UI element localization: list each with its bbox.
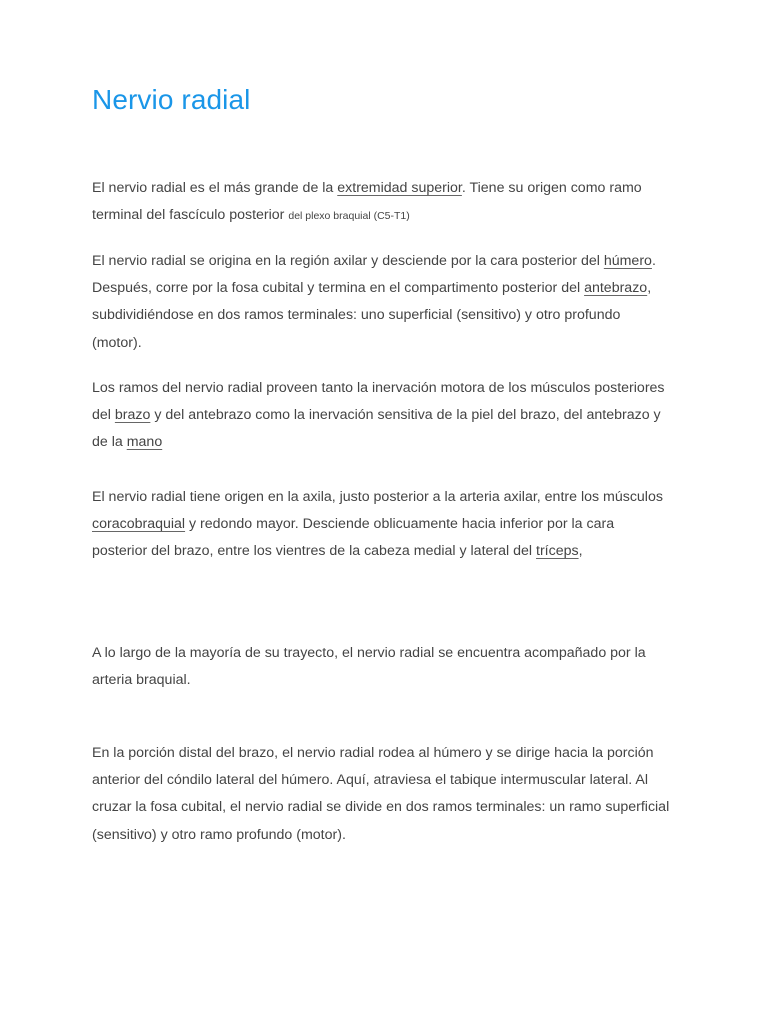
text-span: . Tiene su origen como ramo terminal del fascículo posterior (92, 180, 642, 224)
text-span: El nervio radial tiene origen en la axila, justo posterior a la arteria axilar, entre los músculos (92, 489, 663, 505)
small-text-plexo: del plexo braquial (C5-T1) (288, 210, 410, 223)
paragraph-course (92, 484, 672, 566)
link-antebrazo[interactable]: antebrazo (584, 280, 648, 297)
paragraph-intro (92, 175, 672, 230)
text-span: , subdividiéndose en dos ramos terminales: uno superficial (sensitivo) y otro profundo (motor). (92, 280, 652, 351)
text-span: . Después, corre por la fosa cubital y termina en el compartimento posterior del (92, 253, 656, 297)
text-span: y redondo mayor. Desciende oblicuamente hacia inferior por la cara posterior del brazo, entre los vientres de la cabeza medial y lateral del (92, 516, 615, 560)
text-span: El nervio radial es el más grande de la (92, 180, 338, 196)
link-brazo[interactable]: brazo (114, 407, 151, 424)
text-span: y del antebrazo como la inervación sensitiva de la piel del brazo, del antebrazo y de la (92, 407, 661, 451)
text-span: , (578, 543, 583, 560)
paragraph-artery: A lo largo de la mayoría de su trayecto, el nervio radial se encuentra acompañado por la arteria braquial. (92, 645, 646, 689)
text-span: El nervio radial se origina en la región axilar y desciende por la cara posterior del (92, 253, 604, 269)
link-coracobraquial[interactable]: coracobraquial (92, 516, 186, 533)
link-extremidad-superior[interactable]: extremidad superior (337, 180, 462, 196)
link-humero[interactable]: húmero (603, 253, 652, 269)
paragraph-origin (92, 248, 672, 357)
paragraph-distal: En la porción distal del brazo, el nervio radial rodea al húmero y se dirige hacia la porción anterior del cóndilo lateral del húmero. Aquí, atraviesa el tabique intermuscular lateral. Al cruzar la fosa cubital, el nervio radial se divide en dos ramos terminales: un ramo superficial (sensitivo) y otro ramo profundo (motor). (92, 745, 670, 843)
link-mano[interactable]: mano (126, 434, 163, 451)
link-triceps[interactable]: tríceps (536, 543, 579, 560)
text-span: Los ramos del nervio radial proveen tanto la inervación motora de los músculos posteriores del (92, 380, 665, 424)
page-title: Nervio radial (92, 84, 251, 115)
paragraph-branches (92, 375, 672, 457)
